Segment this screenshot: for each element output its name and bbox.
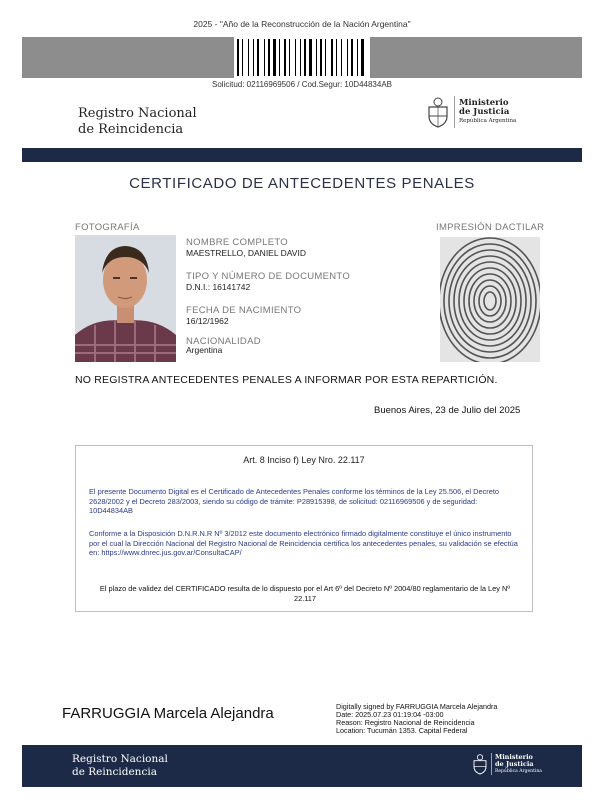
- footer-org-line1: Registro Nacional: [72, 753, 168, 765]
- barcode-bar: [359, 39, 360, 76]
- holder-photo: [75, 235, 176, 362]
- header-navy-band: [22, 148, 582, 162]
- footer-org-line2: de Reincidencia: [72, 766, 157, 778]
- footer-ministry-line1: Ministerio: [495, 752, 533, 761]
- barcode-bar: [349, 39, 350, 76]
- barcode-bar: [281, 39, 283, 76]
- barcode-bar: [309, 39, 312, 76]
- ministry-text: [459, 99, 516, 126]
- ministry-line2: de Justicia: [459, 106, 510, 117]
- legal-article: Art. 8 Inciso f) Ley Nro. 22.117: [243, 455, 365, 465]
- barcode-bar: [266, 39, 267, 76]
- barcode-bar: [331, 39, 333, 76]
- barcode-bar: [260, 39, 263, 76]
- barcode-bar: [338, 39, 340, 76]
- footer-ministry-line2: de Justicia: [495, 759, 534, 768]
- signature-line-1: Digitally signed by FARRUGGIA Marcela Alejandra: [336, 702, 498, 711]
- barcode-bar: [327, 39, 330, 76]
- barcode-bar: [307, 39, 308, 76]
- document-value: D.N.I.: 16141742: [186, 282, 251, 292]
- barcode-bar: [250, 39, 252, 76]
- barcode-bar: [242, 39, 243, 76]
- fingerprint-label: IMPRESIÓN DACTILAR: [436, 222, 545, 233]
- footer-ministry-logo: [472, 753, 542, 775]
- document-label: TIPO Y NÚMERO DE DOCUMENTO: [186, 271, 351, 282]
- ministry-logo: [426, 96, 516, 128]
- barcode-bar: [354, 39, 356, 76]
- barcode-bar: [257, 39, 259, 76]
- footer-band: [22, 745, 582, 787]
- barcode-bar: [287, 39, 288, 76]
- photo-label: FOTOGRAFÍA: [75, 222, 140, 233]
- barcode-bar: [289, 39, 290, 76]
- legal-paragraph-1: El presente Documento Digital es el Certificado de Antecedentes Penales conforme los términos de la Ley 25.506, el Decreto 2628/2002 y el Decreto 283/2003, siendo su código de trámite: P28915398, de solicitud: 02116969506 y de seguridad: 10D44834AB: [89, 487, 499, 515]
- barcode-bar: [291, 39, 294, 76]
- footer-ministry-text: [495, 754, 542, 775]
- barcode-bar: [248, 39, 249, 76]
- barcode-bar: [304, 39, 306, 76]
- barcode-bar: [271, 39, 272, 76]
- barcode-bar: [240, 39, 241, 76]
- digital-signature-block: [336, 703, 497, 735]
- barcode-bar: [313, 39, 315, 76]
- barcode-bar: [279, 39, 280, 76]
- signer-name: FARRUGGIA Marcela Alejandra: [62, 705, 274, 722]
- ministry-line1: Ministerio: [459, 97, 509, 108]
- result-statement: NO REGISTRA ANTECEDENTES PENALES A INFORMAR POR ESTA REPARTICIÓN.: [75, 374, 498, 386]
- signature-line-2: Date: 2025.07.23 01:19:04 -03:00: [336, 710, 444, 719]
- barcode-bar: [320, 39, 322, 76]
- barcode-bar: [237, 39, 239, 76]
- barcode-bar: [341, 39, 342, 76]
- barcode-bar: [325, 39, 326, 76]
- legal-paragraph-2: Conforme a la Disposición D.N.R.N.R Nº 3/2012 este documento electrónico firmado digitalmente constituye el único instrumento por el cual la Dirección Nacional del Registro Nacional de Reincidencia certifica los antecedentes penales, su validación se efectúa en: https://www.dnrec.jus.gov.ar/ConsultaCAP/: [89, 529, 518, 557]
- barcode-bar: [277, 39, 278, 76]
- name-label: NOMBRE COMPLETO: [186, 237, 288, 248]
- barcode-bar: [300, 39, 301, 76]
- signature-line-3: Reason: Registro Nacional de Reincidencia: [336, 718, 475, 727]
- barcode-bar: [284, 39, 286, 76]
- footer-logo-divider: [491, 753, 492, 775]
- fingerprint-image: [440, 237, 540, 362]
- solicitud-code-line: Solicitud: 02116969506 / Cod.Segur: 10D44834AB: [212, 80, 392, 89]
- nationality-label: NACIONALIDAD: [186, 336, 261, 347]
- ministry-subtitle: República Argentina: [459, 117, 517, 124]
- footer-ministry-subtitle: República Argentina: [495, 768, 542, 774]
- org-name: [78, 106, 197, 138]
- nationality-value: Argentina: [186, 345, 223, 355]
- org-name-line2: de Reincidencia: [78, 122, 184, 137]
- certificate-title: CERTIFICADO DE ANTECEDENTES PENALES: [129, 175, 475, 192]
- legal-notice-box: [75, 445, 533, 612]
- barcode-bar: [273, 39, 276, 76]
- barcode-bar: [334, 39, 335, 76]
- barcode-bar: [295, 39, 296, 76]
- place-and-date: Buenos Aires, 23 de Julio del 2025: [374, 405, 521, 416]
- barcode-bar: [347, 39, 348, 76]
- shield-emblem-icon: [472, 753, 488, 775]
- barcode-bar: [268, 39, 270, 76]
- barcode-bar: [302, 39, 303, 76]
- name-value: MAESTRELLO, DANIEL DAVID: [186, 248, 306, 258]
- birth-date-label: FECHA DE NACIMIENTO: [186, 305, 302, 316]
- barcode-bar: [264, 39, 265, 76]
- year-motto: 2025 - "Año de la Reconstrucción de la Nación Argentina": [193, 19, 411, 29]
- document-page: [22, 0, 582, 800]
- legal-paragraph-3: El plazo de validez del CERTIFICADO resulta de lo dispuesto por el Art 6º del Decreto Nº 2004/80 reglamentario de la Ley Nº 22.117: [99, 584, 511, 603]
- org-name-line1: Registro Nacional: [78, 106, 197, 121]
- logo-divider: [454, 96, 455, 128]
- barcode-bar: [323, 39, 324, 76]
- barcode-bar: [297, 39, 299, 76]
- barcode-bar: [336, 39, 337, 76]
- barcode-bar: [351, 39, 353, 76]
- barcode-bar: [365, 39, 366, 76]
- barcode-bar: [318, 39, 319, 76]
- barcode-bar: [255, 39, 256, 76]
- barcode-bar: [361, 39, 364, 76]
- signature-line-4: Location: Tucumán 1353. Capital Federal: [336, 726, 468, 735]
- barcode-bar: [357, 39, 358, 76]
- barcode-bar: [316, 39, 317, 76]
- footer-org-name: [72, 753, 168, 779]
- barcode-bar: [343, 39, 346, 76]
- barcode-bar: [244, 39, 247, 76]
- barcode-bar: [253, 39, 254, 76]
- shield-emblem-icon: [426, 96, 450, 128]
- barcode: [234, 37, 370, 78]
- birth-date-value: 16/12/1962: [186, 316, 229, 326]
